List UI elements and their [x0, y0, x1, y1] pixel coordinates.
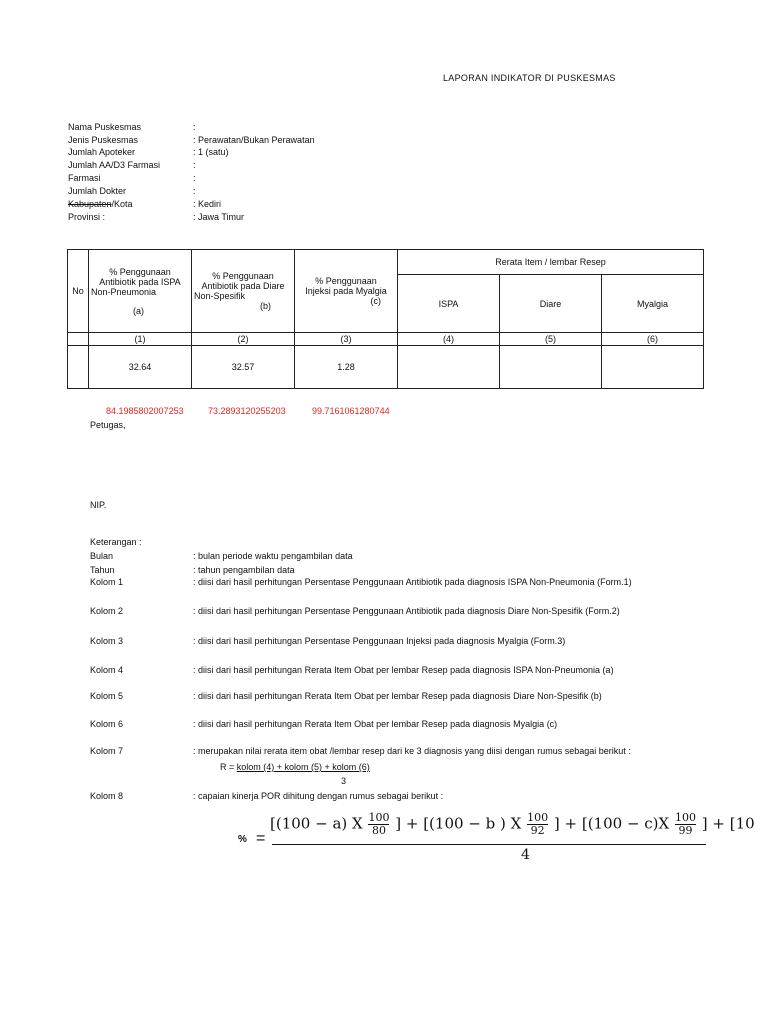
ket-label-kolom-8: Kolom 8 — [90, 791, 124, 801]
formula-fraction-b — [527, 812, 548, 837]
ket-label-tahun: Tahun — [90, 565, 115, 575]
header-col-b-line3: Non-Spesifik — [194, 291, 246, 301]
formula-fraction-bar — [272, 844, 706, 845]
frac-a-den: 80 — [368, 824, 389, 837]
ket-label-kolom-1: Kolom 1 — [90, 577, 124, 587]
info-label-jumlah-dokter: Jumlah Dokter — [68, 186, 127, 196]
kolom7-formula — [220, 762, 370, 772]
ket-text-kolom-8: : capaian kinerja POR dihitung dengan rumus sebagai berikut : — [193, 791, 444, 801]
kolom7-formula-denominator: 3 — [341, 776, 347, 786]
kabupaten-strikethrough: Kabupaten — [68, 199, 112, 209]
index-cell-5: (5) — [500, 333, 602, 346]
ket-text-kolom-6: : diisi dari hasil perhitungan Rerata Item Obat per lembar Resep pada diagnosis Myalgia (c) — [193, 719, 558, 729]
index-cell-6: (6) — [602, 333, 704, 346]
formula-percent-sign: % — [238, 834, 247, 845]
info-label-kabupaten-kota — [68, 199, 133, 209]
por-formula — [236, 811, 755, 864]
data-cell-b: 32.57 — [192, 346, 295, 389]
formula-term-a: [(100 − a) X — [270, 814, 363, 833]
header-diare: Diare — [500, 275, 602, 333]
info-value-jumlah-aa-d3: : — [193, 160, 196, 170]
index-cell-3: (3) — [295, 333, 398, 346]
formula-fraction-a — [368, 812, 389, 837]
ket-label-bulan: Bulan — [90, 551, 114, 561]
ket-text-kolom-5: : diisi dari hasil perhitungan Rerata Item Obat per lembar Resep pada diagnosis Diare Non-Spesifik (b) — [193, 691, 602, 701]
data-cell-myalgia — [602, 346, 704, 389]
ket-text-kolom-4: : diisi dari hasil perhitungan Rerata Item Obat per lembar Resep pada diagnosis ISPA Non-Pneumonia (a) — [193, 665, 614, 675]
info-label-jumlah-apoteker: Jumlah Apoteker — [68, 147, 136, 157]
ket-text-kolom-3: : diisi dari hasil perhitungan Persentase Penggunaan Injeksi pada diagnosis Myalgia (Form.3) — [193, 636, 566, 646]
index-cell-4: (4) — [398, 333, 500, 346]
frac-c-den: 99 — [675, 824, 696, 837]
keterangan-title: Keterangan : — [90, 537, 142, 547]
ket-label-kolom-7: Kolom 7 — [90, 746, 124, 756]
formula-numerator — [270, 812, 755, 837]
index-cell-2: (2) — [192, 333, 295, 346]
formula-term-d: ] + [10 — [701, 814, 755, 833]
info-label-nama-puskesmas: Nama Puskesmas — [68, 122, 142, 132]
ket-label-kolom-4: Kolom 4 — [90, 665, 124, 675]
info-label-farmasi: Farmasi — [68, 173, 101, 183]
info-value-kabupaten-kota: : Kediri — [193, 199, 222, 209]
formula-term-b: ] + [(100 − b ) X — [395, 814, 522, 833]
data-cell-a: 32.64 — [89, 346, 192, 389]
formula-denominator: 4 — [521, 847, 530, 863]
frac-c-num: 100 — [675, 811, 696, 824]
kota-label: /Kota — [111, 199, 133, 209]
formula-equals: = — [256, 830, 266, 847]
ket-label-kolom-2: Kolom 2 — [90, 606, 124, 616]
formula-term-c: ] + [(100 − c)X — [553, 814, 670, 833]
header-col-a-line1: % Penggunaan — [109, 266, 171, 277]
index-cell-no — [68, 333, 89, 346]
ket-label-kolom-6: Kolom 6 — [90, 719, 124, 729]
header-ispa: ISPA — [398, 275, 500, 333]
info-value-provinsi: : Jawa Timur — [193, 212, 245, 222]
header-col-b-line1: % Penggunaan — [212, 271, 274, 281]
header-myalgia: Myalgia — [602, 275, 704, 333]
formula-fraction-c — [675, 812, 696, 837]
info-label-jumlah-aa-d3: Jumlah AA/D3 Farmasi — [68, 160, 161, 170]
kolom7-formula-numerator: kolom (4) + kolom (5) + kolom (6) — [236, 762, 370, 772]
header-col-c — [295, 250, 398, 333]
header-rerata-group: Rerata Item / lembar Resep — [398, 250, 704, 275]
report-title: LAPORAN INDIKATOR DI PUSKESMAS — [443, 73, 616, 83]
frac-b-den: 92 — [527, 824, 548, 837]
ket-text-bulan: : bulan periode waktu pengambilan data — [193, 551, 353, 561]
ket-text-kolom-7: : merupakan nilai rerata item obat /lembar resep dari ke 3 diagnosis yang diisi dengan rumus sebagai berikut : — [193, 746, 631, 756]
frac-a-num: 100 — [368, 811, 390, 824]
info-value-jumlah-apoteker: : 1 (satu) — [193, 147, 229, 157]
nip-label: NIP. — [90, 500, 107, 510]
info-label-provinsi: Provinsi : — [68, 212, 106, 222]
frac-b-num: 100 — [527, 811, 549, 824]
info-value-jenis-puskesmas: : Perawatan/Bukan Perawatan — [193, 135, 315, 145]
header-col-b-line2: Antibiotik pada Diare — [201, 281, 285, 291]
ket-label-kolom-5: Kolom 5 — [90, 691, 124, 701]
info-value-nama-puskesmas: : — [193, 122, 196, 132]
header-col-c-line2: Injeksi pada Myalgia — [305, 286, 387, 296]
data-cell-ispa — [398, 346, 500, 389]
info-value-jumlah-dokter: : — [193, 186, 196, 196]
ket-text-tahun: : tahun pengambilan data — [193, 565, 295, 575]
indicator-table — [67, 249, 704, 389]
header-col-c-line1: % Penggunaan — [315, 276, 377, 286]
header-col-a-tag: (a) — [133, 305, 144, 316]
header-col-a — [89, 250, 192, 333]
header-col-a-line2: Antibiotik pada ISPA — [99, 276, 181, 287]
info-label-jenis-puskesmas: Jenis Puskesmas — [68, 135, 139, 145]
info-value-farmasi: : — [193, 173, 196, 183]
red-value-a: 84.1985802007253 — [106, 406, 184, 416]
data-cell-diare — [500, 346, 602, 389]
red-value-b: 73.2893120255203 — [208, 406, 286, 416]
data-cell-c: 1.28 — [295, 346, 398, 389]
ket-text-kolom-2: : diisi dari hasil perhitungan Persentase Penggunaan Antibiotik pada diagnosis Diare Non-Spesifik (Form.2) — [193, 606, 620, 616]
header-col-b — [192, 250, 295, 333]
header-col-c-tag: (c) — [370, 296, 381, 306]
red-value-c: 99.7161061280744 — [312, 406, 390, 416]
data-cell-no — [68, 346, 89, 389]
petugas-label: Petugas, — [90, 420, 126, 430]
kolom7-formula-prefix: R = — [220, 762, 237, 772]
header-col-a-line3: Non-Pneumonia — [91, 286, 157, 297]
header-col-b-tag: (b) — [260, 301, 271, 311]
header-no: No — [68, 250, 89, 333]
ket-text-kolom-1: : diisi dari hasil perhitungan Persentase Penggunaan Antibiotik pada diagnosis ISPA Non-Pneumonia (Form.1) — [193, 577, 632, 587]
index-cell-1: (1) — [89, 333, 192, 346]
ket-label-kolom-3: Kolom 3 — [90, 636, 124, 646]
